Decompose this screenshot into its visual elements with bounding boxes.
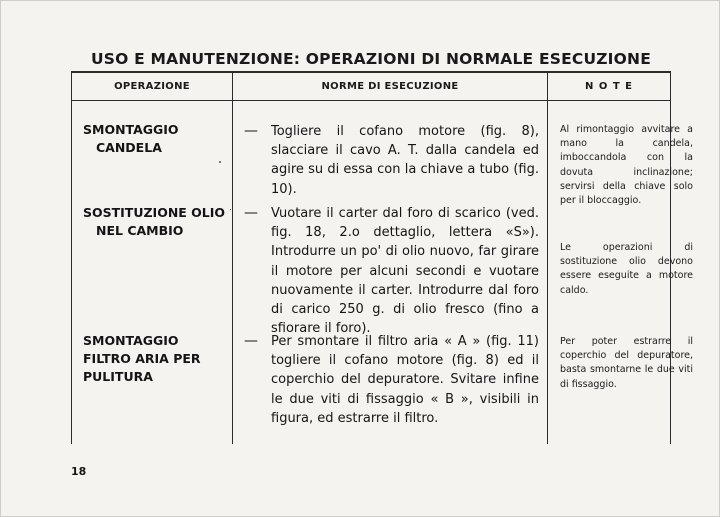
header-rule xyxy=(71,100,671,101)
row-1-dash: — xyxy=(244,123,258,139)
row-3-dash: — xyxy=(244,333,258,349)
print-speck xyxy=(230,209,231,210)
row-2-note: Le operazioni di sostituzione olio devono essere eseguite a motore caldo. xyxy=(560,242,693,296)
page-title: USO E MANUTENZIONE: OPERAZIONI DI NORMALE ESECUZIONE xyxy=(91,50,651,68)
row-3-operation-line3: PULITURA xyxy=(83,369,153,384)
row-3-operation xyxy=(83,332,233,386)
row-3-note: Per poter estrarre il coperchio del depuratore, basta smontarne le due viti di fissaggio. xyxy=(560,336,693,390)
row-3-norm: Per smontare il filtro aria « A » (fig. 11) togliere il cofano motore (fig. 8) ed il coperchio del depuratore. Svitare infine le due viti di fissaggio « B », visibili in figura, ed estrarre il filtro. xyxy=(271,334,539,426)
row-1-note: Al rimontaggio avvitare a mano la candela, imboccandola con la dovuta inclinazione; servirsi della chiave solo per il bloccaggio. xyxy=(560,124,693,207)
row-2-operation-line2: NEL CAMBIO xyxy=(96,223,184,238)
header-norme: NORME DI ESECUZIONE xyxy=(321,81,459,92)
left-border xyxy=(71,71,72,444)
row-1-norm: Togliere il cofano motore (fig. 8), slacciare il cavo A. T. dalla candela ed agire su di essa con la chiave a tubo (fig. 10). xyxy=(271,124,539,197)
print-speck xyxy=(219,161,221,163)
row-2-dash: — xyxy=(244,205,258,221)
header-operazione: OPERAZIONE xyxy=(114,81,190,92)
page-number: 18 xyxy=(71,465,87,478)
row-3-operation-line1: SMONTAGGIO xyxy=(83,333,179,348)
row-2-norm: Vuotare il carter dal foro di scarico (ved. fig. 18, 2.o dettaglio, lettera «S»). Introdurre un po' di olio nuovo, far girare il motore per alcuni secondi e vuotare nuovamente il carter. Introdurre dal foro di carico 250 g. di olio fresco (fino a sfiorare il foro). xyxy=(271,206,539,337)
header-note: N O T E xyxy=(585,81,633,92)
divider-norme-note xyxy=(547,71,548,444)
row-1-operation xyxy=(83,121,233,157)
row-2-operation-line1: SOSTITUZIONE OLIO xyxy=(83,205,226,220)
row-2-operation xyxy=(83,204,233,240)
row-3-operation-line2: FILTRO ARIA PER xyxy=(83,351,201,366)
row-1-operation-line1: SMONTAGGIO xyxy=(83,122,179,137)
row-1-operation-line2: CANDELA xyxy=(96,140,162,155)
title-underline xyxy=(71,71,671,73)
